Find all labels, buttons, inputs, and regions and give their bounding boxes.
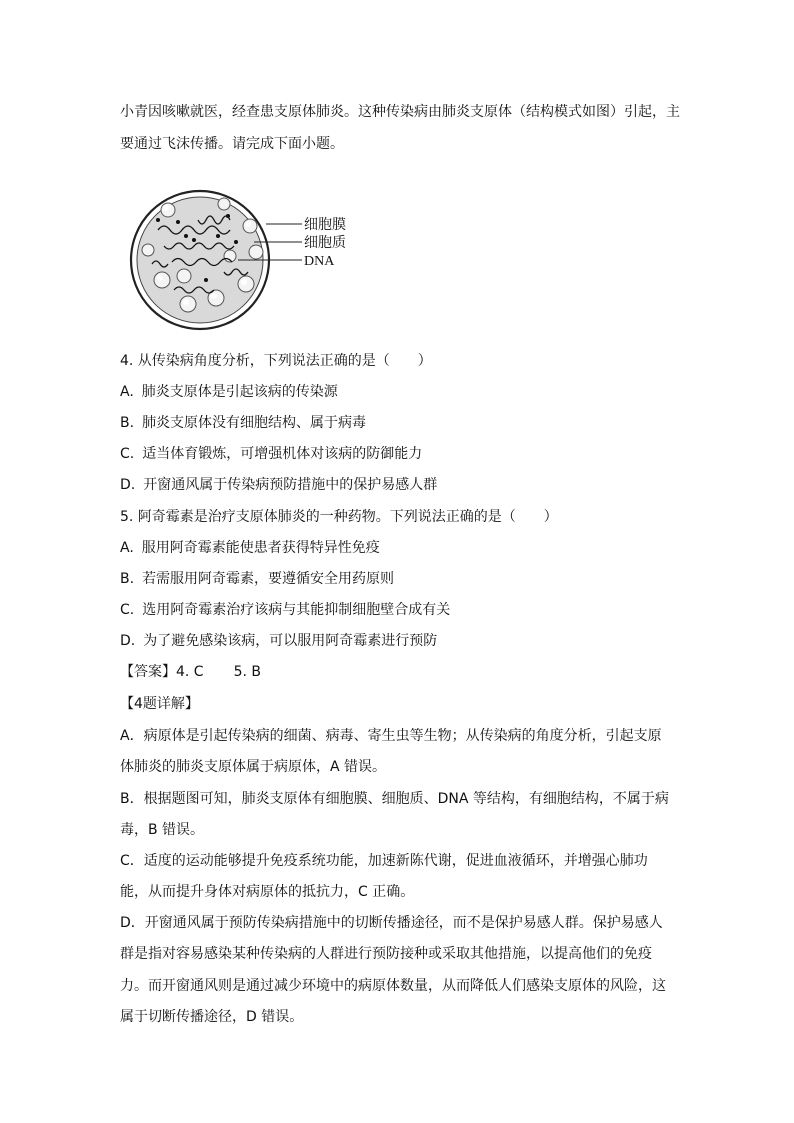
question-4-stem: 4. 从传染病角度分析，下列说法正确的是（ ）: [120, 353, 432, 369]
option-letter: A.: [120, 540, 134, 556]
explanation-line: 力。而开窗通风则是通过减少环境中的病原体数量，从而降低人们感染支原体的风险，这: [120, 978, 666, 994]
explanation-line: C．适度的运动能够提升免疫系统功能，加速新陈代谢，促进血液循环，并增强心肺功: [120, 853, 648, 869]
explanation-line: 毒，B 错误。: [120, 822, 205, 838]
question-5-option-c: [120, 600, 450, 620]
explanation-line: D．开窗通风属于预防传染病措施中的切断传播途径，而不是保护易感人群。保护易感人: [120, 915, 663, 931]
intro-line-2: 要通过飞沫传播。请完成下面小题。: [120, 136, 344, 152]
explanation-line: 能，从而提升身体对病原体的抵抗力，C 正确。: [120, 884, 415, 900]
question-4-option-a: [120, 382, 338, 402]
option-letter: C.: [120, 602, 135, 618]
question-5-stem: 5. 阿奇霉素是治疗支原体肺炎的一种药物。下列说法正确的是（ ）: [120, 509, 558, 525]
option-text: 开窗通风属于传染病预防措施中的保护易感人群: [143, 477, 438, 493]
intro-line-1: 小青因咳嗽就医，经查患支原体肺炎。这种传染病由肺炎支原体（结构模式如图）引起，主: [120, 104, 680, 120]
explanation-line: B．根据题图可知，肺炎支原体有细胞膜、细胞质、DNA 等结构，有细胞结构，不属于病: [120, 791, 669, 807]
option-letter: D.: [120, 633, 136, 649]
option-text: 肺炎支原体没有细胞结构、属于病毒: [142, 415, 367, 431]
option-letter: D.: [120, 477, 136, 493]
explanation-heading: 【4题详解】: [120, 696, 199, 712]
question-5-option-d: [120, 631, 437, 651]
question-4-option-c: [120, 444, 422, 464]
answer-label: 【答案】: [120, 664, 176, 680]
answer-line: [120, 662, 261, 682]
option-letter: B.: [120, 571, 135, 587]
label-cytoplasm: 细胞质: [304, 236, 346, 251]
label-dna: DNA: [304, 254, 335, 269]
answer-q5: 5. B: [233, 664, 262, 680]
explanation-line: 体肺炎的肺炎支原体属于病原体，A 错误。: [120, 759, 387, 775]
question-4-option-d: [120, 475, 437, 495]
mycoplasma-diagram: [128, 180, 388, 338]
option-text: 为了避免感染该病，可以服用阿奇霉素进行预防: [143, 633, 438, 649]
explanation-line: A．病原体是引起传染病的细菌、病毒、寄生虫等生物；从传染病的角度分析，引起支原: [120, 728, 662, 744]
option-text: 适当体育锻炼，可增强机体对该病的防御能力: [142, 446, 423, 462]
option-letter: A.: [120, 384, 134, 400]
option-text: 选用阿奇霉素治疗该病与其能抑制细胞壁合成有关: [142, 602, 451, 618]
label-cell-membrane: 细胞膜: [304, 218, 346, 233]
mycoplasma-structure-figure: [128, 180, 388, 338]
question-4-option-b: [120, 413, 366, 433]
option-text: 服用阿奇霉素能使患者获得特异性免疫: [141, 540, 380, 556]
option-letter: C.: [120, 446, 135, 462]
option-text: 肺炎支原体是引起该病的传染源: [141, 384, 338, 400]
answer-q4: 4. C: [176, 664, 204, 680]
question-5-option-b: [120, 569, 394, 589]
option-text: 若需服用阿奇霉素，要遵循安全用药原则: [142, 571, 395, 587]
option-letter: B.: [120, 415, 135, 431]
question-5-option-a: [120, 538, 380, 558]
explanation-line: 属于切断传播途径，D 错误。: [120, 1009, 304, 1025]
explanation-line: 群是指对容易感染某种传染病的人群进行预防接种或采取其他措施，以提高他们的免疫: [120, 946, 652, 962]
